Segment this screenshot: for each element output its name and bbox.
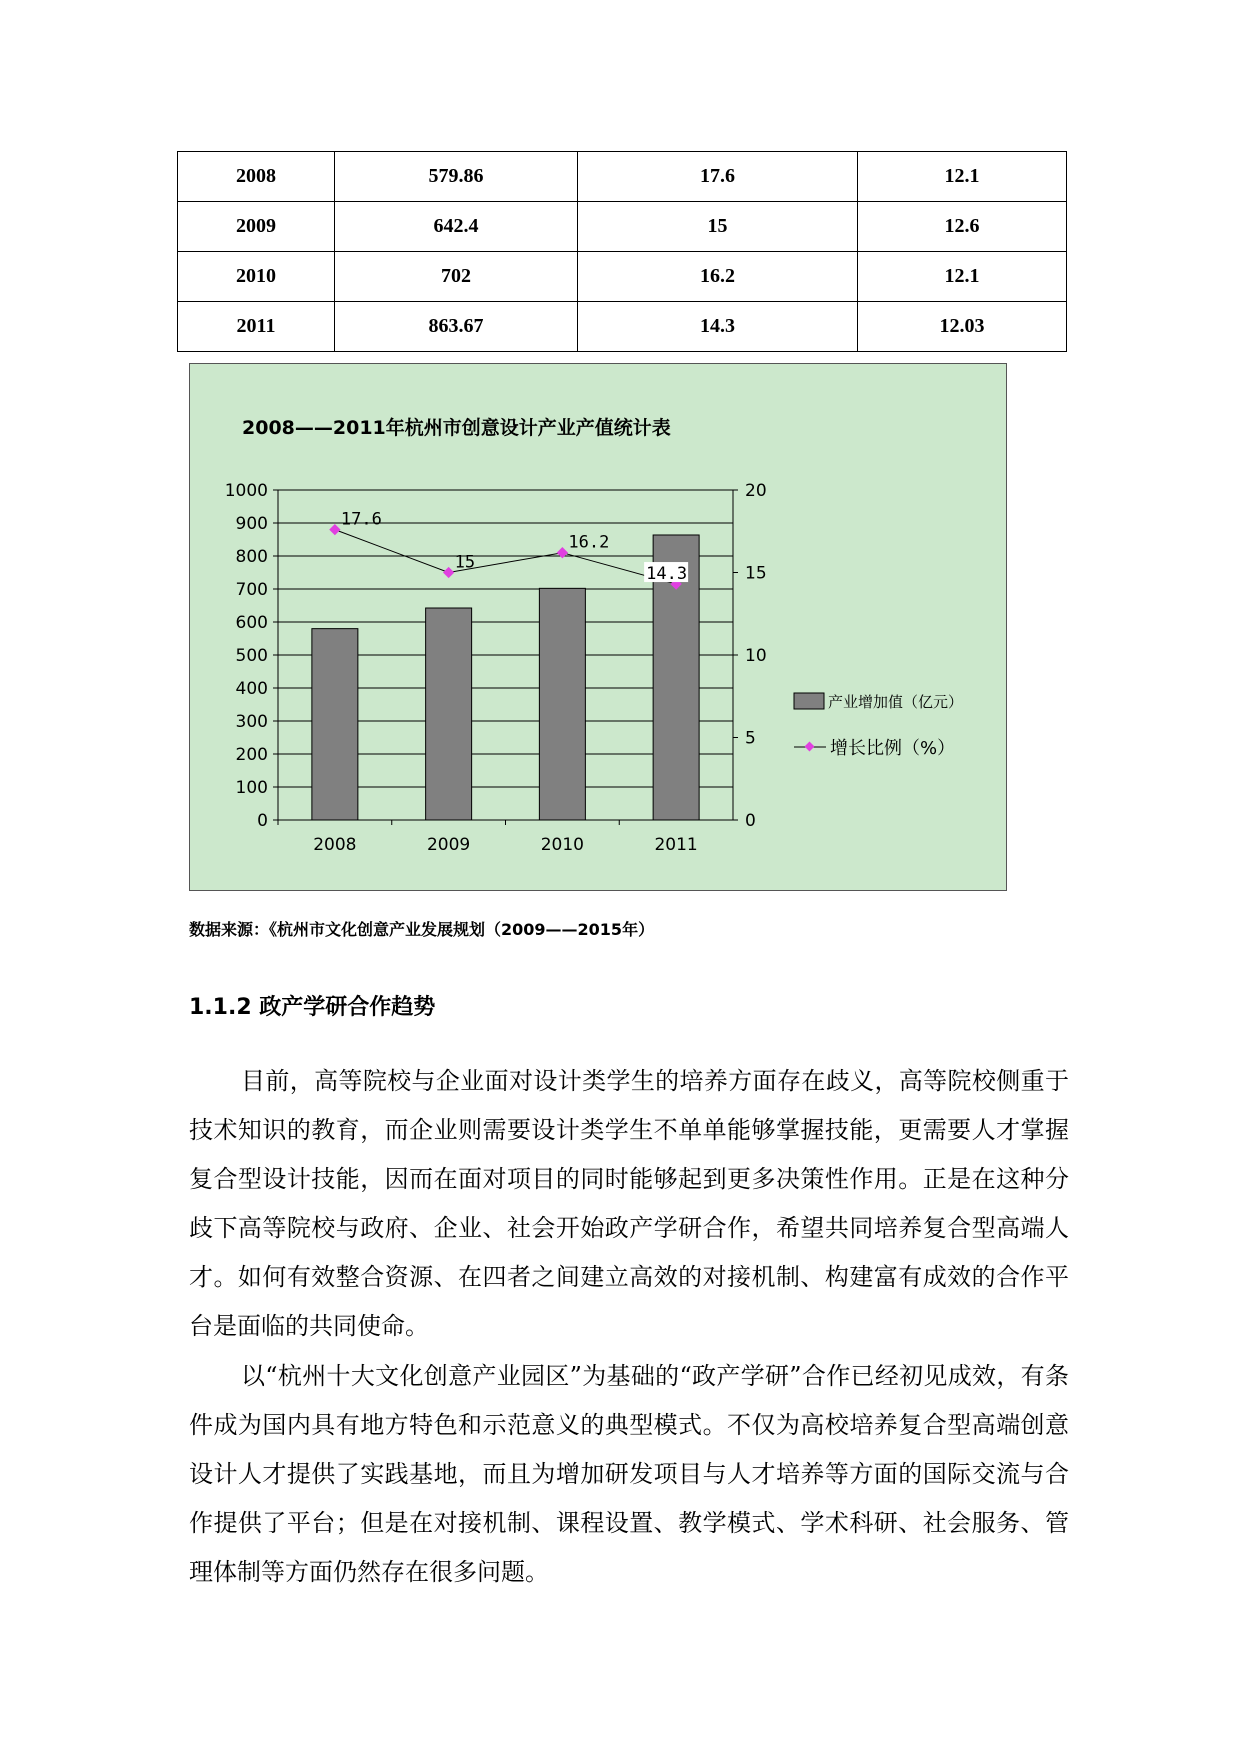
x-tick-label: 2010 — [540, 835, 585, 855]
table-cell: 2009 — [178, 202, 335, 252]
y-left-tick-label: 300 — [235, 712, 268, 732]
legend-label: 产业增加值（亿元） — [828, 693, 964, 711]
data-source-note: 数据来源：《杭州市文化创意产业发展规划（2009——2015年） — [189, 920, 655, 939]
data-table — [177, 151, 1067, 352]
series-line — [335, 530, 676, 584]
y-left-tick-label: 700 — [235, 580, 268, 600]
x-tick-label: 2011 — [654, 835, 698, 855]
x-tick-label: 2009 — [426, 835, 471, 855]
y-right-tick-label: 0 — [745, 811, 756, 831]
y-right-tick-label: 10 — [745, 646, 767, 666]
legend-label: 增长比例（%） — [830, 738, 956, 759]
table-cell: 642.4 — [335, 202, 578, 252]
bar — [426, 608, 472, 820]
data-label: 15 — [454, 552, 476, 573]
line-marker — [557, 547, 568, 558]
chart-title: 2008——2011年杭州市创意设计产业产值统计表 — [242, 417, 671, 439]
y-left-tick-label: 400 — [235, 679, 268, 699]
data-label: 16.2 — [568, 532, 610, 553]
table-cell: 17.6 — [578, 152, 858, 202]
y-left-tick-label: 1000 — [224, 481, 268, 501]
line-marker — [443, 567, 454, 578]
x-tick-label: 2008 — [313, 835, 357, 855]
combo-chart — [190, 364, 1008, 892]
table-cell: 2011 — [178, 302, 335, 352]
bar — [312, 629, 358, 820]
legend-marker — [805, 742, 815, 752]
table-cell: 16.2 — [578, 252, 858, 302]
table-cell: 12.1 — [858, 252, 1067, 302]
table-cell: 12.1 — [858, 152, 1067, 202]
y-left-tick-label: 0 — [257, 811, 268, 831]
table-row — [178, 252, 1067, 302]
y-right-tick-label: 15 — [745, 563, 767, 584]
table-cell: 12.6 — [858, 202, 1067, 252]
y-right-tick-label: 20 — [745, 481, 767, 501]
chart-container — [189, 363, 1007, 891]
table-cell: 579.86 — [335, 152, 578, 202]
table-cell: 863.67 — [335, 302, 578, 352]
y-left-tick-label: 600 — [235, 613, 268, 633]
line-marker — [329, 524, 340, 535]
y-left-tick-label: 200 — [235, 745, 268, 765]
table-row — [178, 152, 1067, 202]
paragraph: 目前，高等院校与企业面对设计类学生的培养方面存在歧义，高等院校侧重于技术知识的教育，而企业则需要设计类学生不单单能够掌握技能，更需要人才掌握复合型设计技能，因而在面对项目的同时能够起到更多决策性作用。正是在这种分歧下高等院校与政府、企业、社会开始政产学研合作，希望共同培养复合型高端人才。如何有效整合资源、在四者之间建立高效的对接机制、构建富有成效的合作平台是面临的共同使命。 — [189, 1067, 1069, 1340]
data-label: 14.3 — [646, 564, 688, 585]
bar — [539, 588, 585, 820]
section-heading: 1.1.2 政产学研合作趋势 — [189, 995, 436, 1020]
legend-swatch-bar — [794, 693, 824, 709]
y-right-tick-label: 5 — [745, 728, 756, 749]
y-left-tick-label: 800 — [235, 547, 268, 567]
y-left-tick-label: 900 — [235, 514, 268, 534]
table-cell: 2010 — [178, 252, 335, 302]
paragraph: 以“杭州十大文化创意产业园区”为基础的“政产学研”合作已经初见成效，有条件成为国内具有地方特色和示范意义的典型模式。不仅为高校培养复合型高端创意设计人才提供了实践基地，而且为增加研发项目与人才培养等方面的国际交流与合作提供了平台；但是在对接机制、课程设置、教学模式、学术科研、社会服务、管理体制等方面仍然存在很多问题。 — [189, 1362, 1069, 1586]
table-cell: 14.3 — [578, 302, 858, 352]
y-left-tick-label: 500 — [235, 646, 268, 666]
table-cell: 15 — [578, 202, 858, 252]
table-cell: 12.03 — [858, 302, 1067, 352]
table-cell: 702 — [335, 252, 578, 302]
y-left-tick-label: 100 — [235, 778, 268, 798]
table-cell: 2008 — [178, 152, 335, 202]
table-row — [178, 202, 1067, 252]
data-label: 17.6 — [340, 509, 382, 530]
table-row — [178, 302, 1067, 352]
